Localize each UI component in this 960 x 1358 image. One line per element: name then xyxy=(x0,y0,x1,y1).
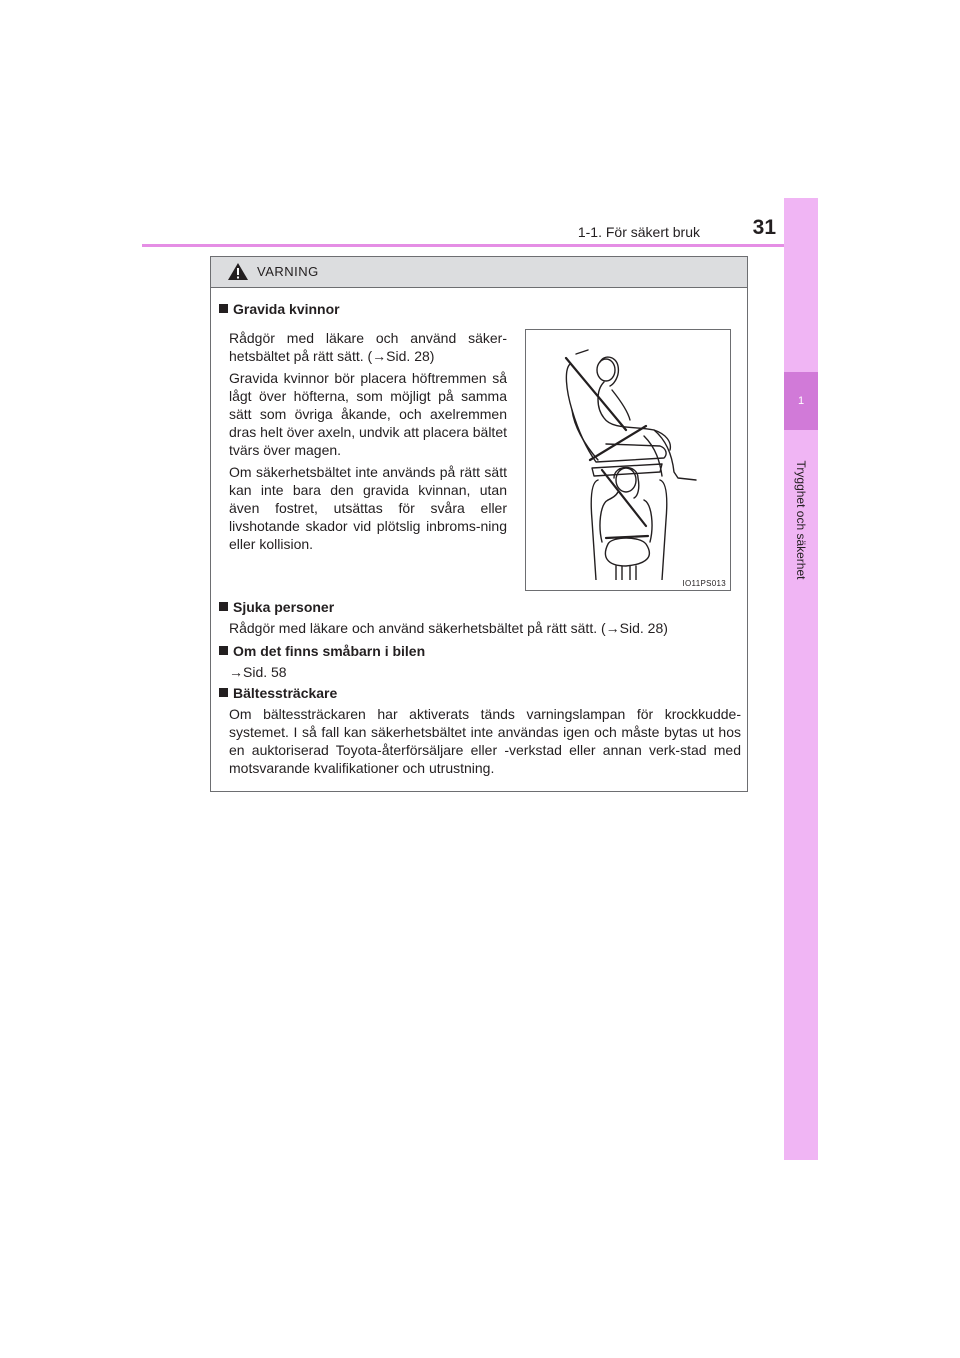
paragraph: →Sid. 58 xyxy=(229,664,287,680)
pregnant-seatbelt-illustration xyxy=(525,329,731,591)
chapter-side-tab xyxy=(784,198,818,1160)
pregnant-woman-seatbelt-drawing xyxy=(526,330,730,580)
section-title: 1-1. För säkert bruk xyxy=(577,224,700,240)
illustration-code: IO11PS013 xyxy=(682,579,726,588)
square-bullet-icon xyxy=(219,646,228,655)
square-bullet-icon xyxy=(219,602,228,611)
heading-sjuka-personer: Sjuka personer xyxy=(219,599,334,615)
chapter-title: Trygghet och säkerhet xyxy=(794,460,808,580)
heading-smabarn: Om det finns småbarn i bilen xyxy=(219,643,425,659)
page-number: 31 xyxy=(752,216,776,239)
warning-header xyxy=(211,257,747,288)
heading-baltesstrackare: Bältessträckare xyxy=(219,685,337,701)
warning-box xyxy=(210,256,748,792)
paragraph: Om säkerhetsbältet inte används på rätt sätt kan inte bara den gravida kvinnan, utan även fostret, utsättas för svåra eller livshotande skador vid plötslig inbroms-ning eller kollision. xyxy=(229,464,507,552)
chapter-number: 1 xyxy=(797,395,805,407)
warning-triangle-icon xyxy=(227,262,249,281)
paragraph: Rådgör med läkare och använd säker-hetsbältet på rätt sätt. (→Sid. 28) xyxy=(229,330,507,364)
paragraph: Gravida kvinnor bör placera höftremmen så lågt över höfterna, som möjligt på samma sätt som övriga åkande, och axelremmen dras helt över axeln, undvik att placera bältet tvärs över magen. xyxy=(229,370,507,458)
heading-gravida-kvinnor: Gravida kvinnor xyxy=(219,301,340,317)
warning-label: VARNING xyxy=(257,264,319,279)
square-bullet-icon xyxy=(219,304,228,313)
paragraph: Rådgör med läkare och använd säkerhetsbältet på rätt sätt. (→Sid. 28) xyxy=(229,620,668,636)
paragraph: Om bältessträckaren har aktiverats tänds varningslampan för krockkudde-systemet. I så fall kan säkerhetsbältet inte användas igen och måste bytas ut hos en auktoriserad Toyota-återförsäljare eller -verkstad eller annan verk-stad med motsvarande kvalifikationer och utrustning. xyxy=(229,706,741,776)
chapter-number-tab xyxy=(784,372,818,430)
header-rule xyxy=(142,244,818,247)
square-bullet-icon xyxy=(219,688,228,697)
